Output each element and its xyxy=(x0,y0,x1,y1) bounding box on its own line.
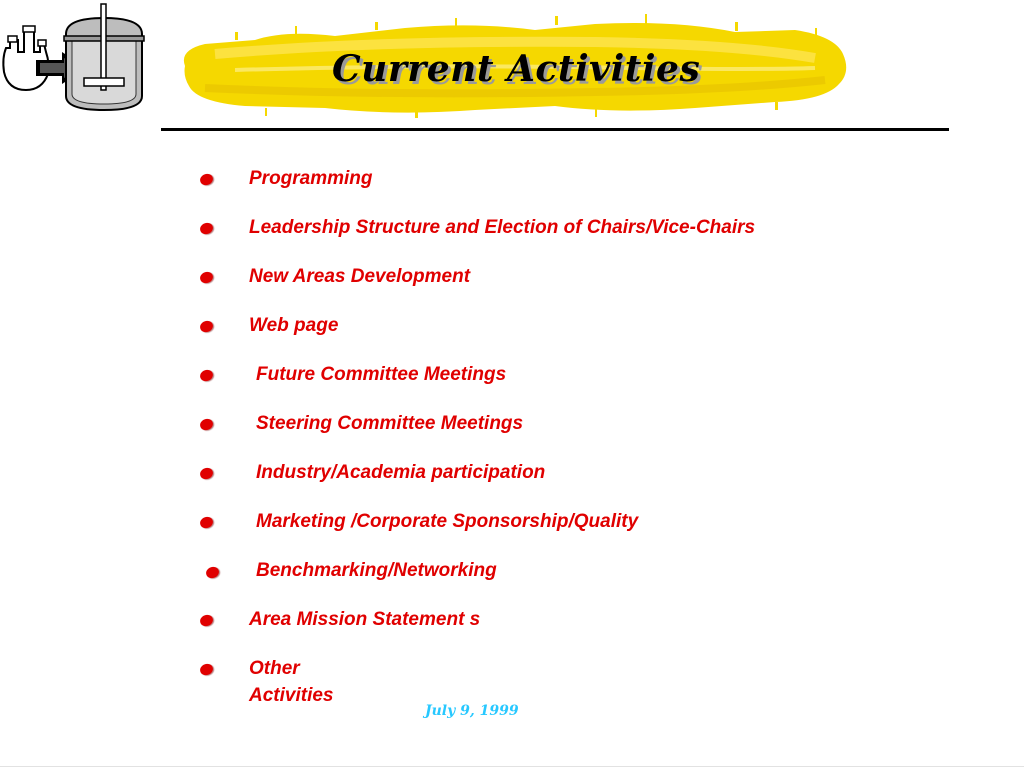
list-item xyxy=(0,607,1024,647)
bullet-icon xyxy=(199,172,215,187)
list-item xyxy=(0,215,1024,255)
list-item xyxy=(0,264,1024,304)
bullet-icon xyxy=(199,270,215,285)
bullet-icon xyxy=(199,662,215,677)
page-title: Current Activities xyxy=(332,48,701,90)
list-item-label: Industry/Academia participation xyxy=(256,462,546,483)
list-item xyxy=(0,313,1024,353)
bullet-icon xyxy=(199,319,215,334)
bullet-icon xyxy=(199,515,215,530)
list-item-label: Benchmarking/Networking xyxy=(256,560,497,581)
list-item-label: Web page xyxy=(249,315,339,336)
list-item-label: Steering Committee Meetings xyxy=(256,413,524,434)
bullet-icon xyxy=(199,368,215,383)
list-item-label: Marketing /Corporate Sponsorship/Quality xyxy=(256,511,639,532)
bullet-icon xyxy=(199,221,215,236)
list-item xyxy=(0,509,1024,549)
list-item-label-continued: Activities xyxy=(249,685,334,706)
list-item-label: Future Committee Meetings xyxy=(256,364,507,385)
bullet-icon xyxy=(205,565,221,580)
list-item xyxy=(0,166,1024,206)
list-item-label: Programming xyxy=(249,168,373,189)
list-item xyxy=(0,460,1024,500)
date-footer: July 9, 1999 xyxy=(425,703,519,719)
list-item xyxy=(0,558,1024,598)
list-item xyxy=(0,362,1024,402)
slide-bottom-border xyxy=(0,766,1024,767)
bullet-icon xyxy=(199,417,215,432)
bullet-icon xyxy=(199,466,215,481)
list-item-label: Area Mission Statement s xyxy=(249,609,481,630)
list-item xyxy=(0,411,1024,451)
list-item-label: Other xyxy=(249,658,300,679)
list-item-label: New Areas Development xyxy=(249,266,471,287)
list-item-label: Leadership Structure and Election of Chairs/Vice-Chairs xyxy=(249,217,756,238)
bullet-icon xyxy=(199,613,215,628)
